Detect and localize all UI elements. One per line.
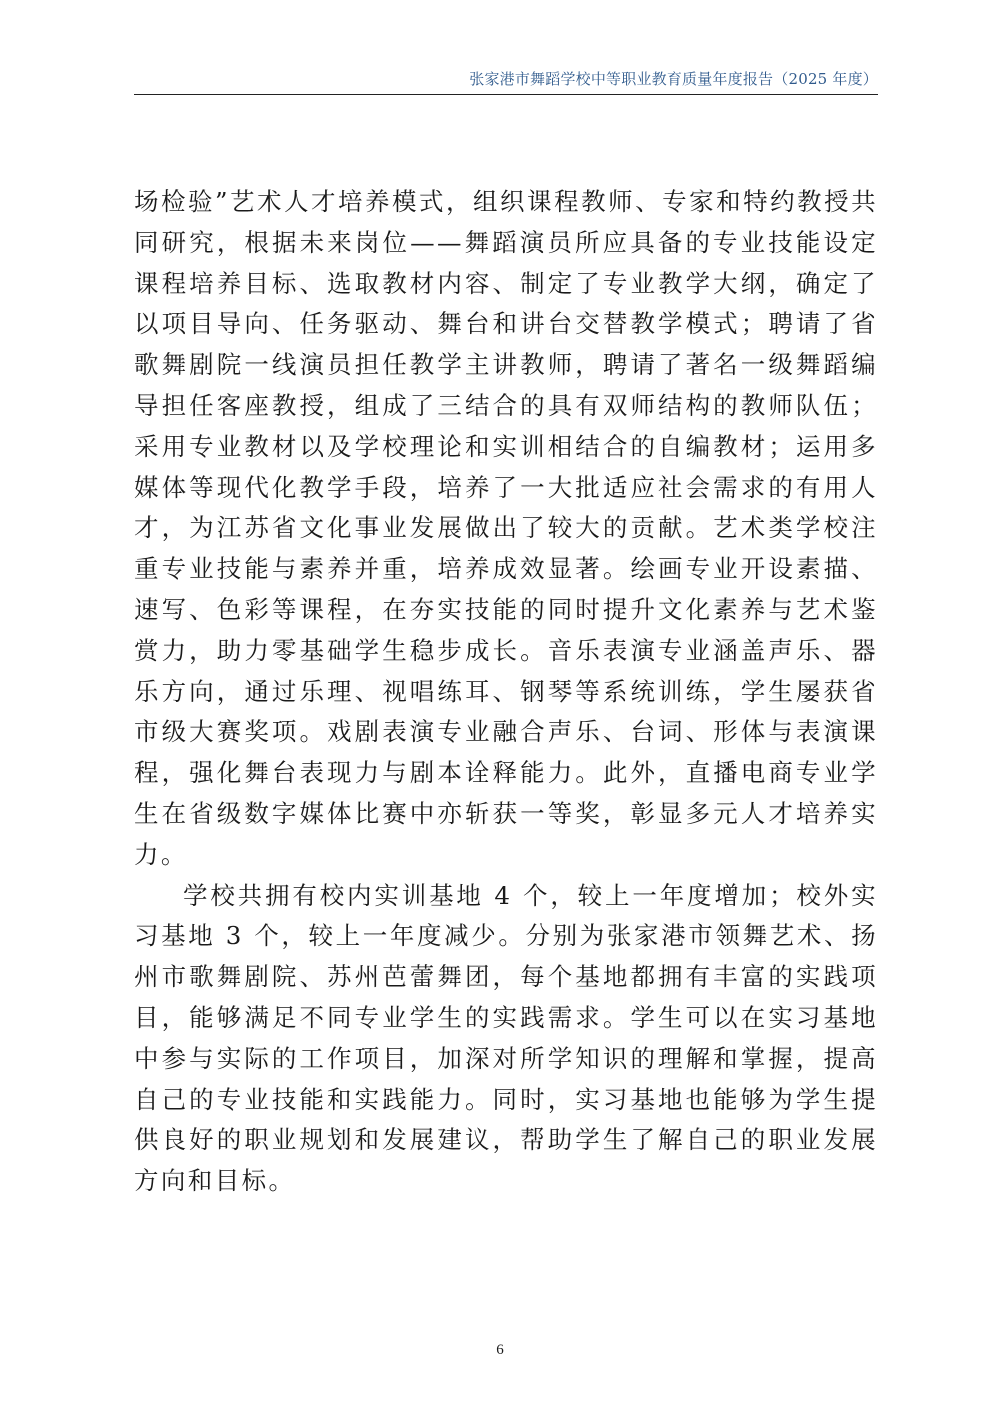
document-body [134,182,878,1202]
page-number: 6 [496,1342,504,1358]
page-header-title: 张家港市舞蹈学校中等职业教育质量年度报告（2025 年度） [469,70,878,88]
header-divider [134,94,878,95]
body-paragraph-1: 场检验”艺术人才培养模式，组织课程教师、专家和特约教授共同研究，根据未来岗位——舞蹈演员所应具备的专业技能设定课程培养目标、选取教材内容、制定了专业教学大纲，确定了以项目导向、任务驱动、舞台和讲台交替教学模式；聘请了省歌舞剧院一线演员担任教学主讲教师，聘请了著名一级舞蹈编导担任客座教授，组成了三结合的具有双师结构的教师队伍；采用专业教材以及学校理论和实训相结合的自编教材；运用多媒体等现代化教学手段，培养了一大批适应社会需求的有用人才，为江苏省文化事业发展做出了较大的贡献。艺术类学校注重专业技能与素养并重，培养成效显著。绘画专业开设素描、速写、色彩等课程，在夯实技能的同时提升文化素养与艺术鉴赏力，助力零基础学生稳步成长。音乐表演专业涵盖声乐、器乐方向，通过乐理、视唱练耳、钢琴等系统训练，学生屡获省市级大赛奖项。戏剧表演专业融合声乐、台词、形体与表演课程，强化舞台表现力与剧本诠释能力。此外，直播电商专业学生在省级数字媒体比赛中亦斩获一等奖，彰显多元人才培养实力。 [134,187,878,869]
body-paragraph-2: 学校共拥有校内实训基地 4 个，较上一年度增加；校外实习基地 3 个，较上一年度减少。分别为张家港市领舞艺术、扬州市歌舞剧院、苏州芭蕾舞团，每个基地都拥有丰富的实践项目，能够满足不同专业学生的实践需求。学生可以在实习基地中参与实际的工作项目，加深对所学知识的理解和掌握，提高自己的专业技能和实践能力。同时，实习基地也能够为学生提供良好的职业规划和发展建议，帮助学生了解自己的职业发展方向和目标。 [134,880,878,1196]
